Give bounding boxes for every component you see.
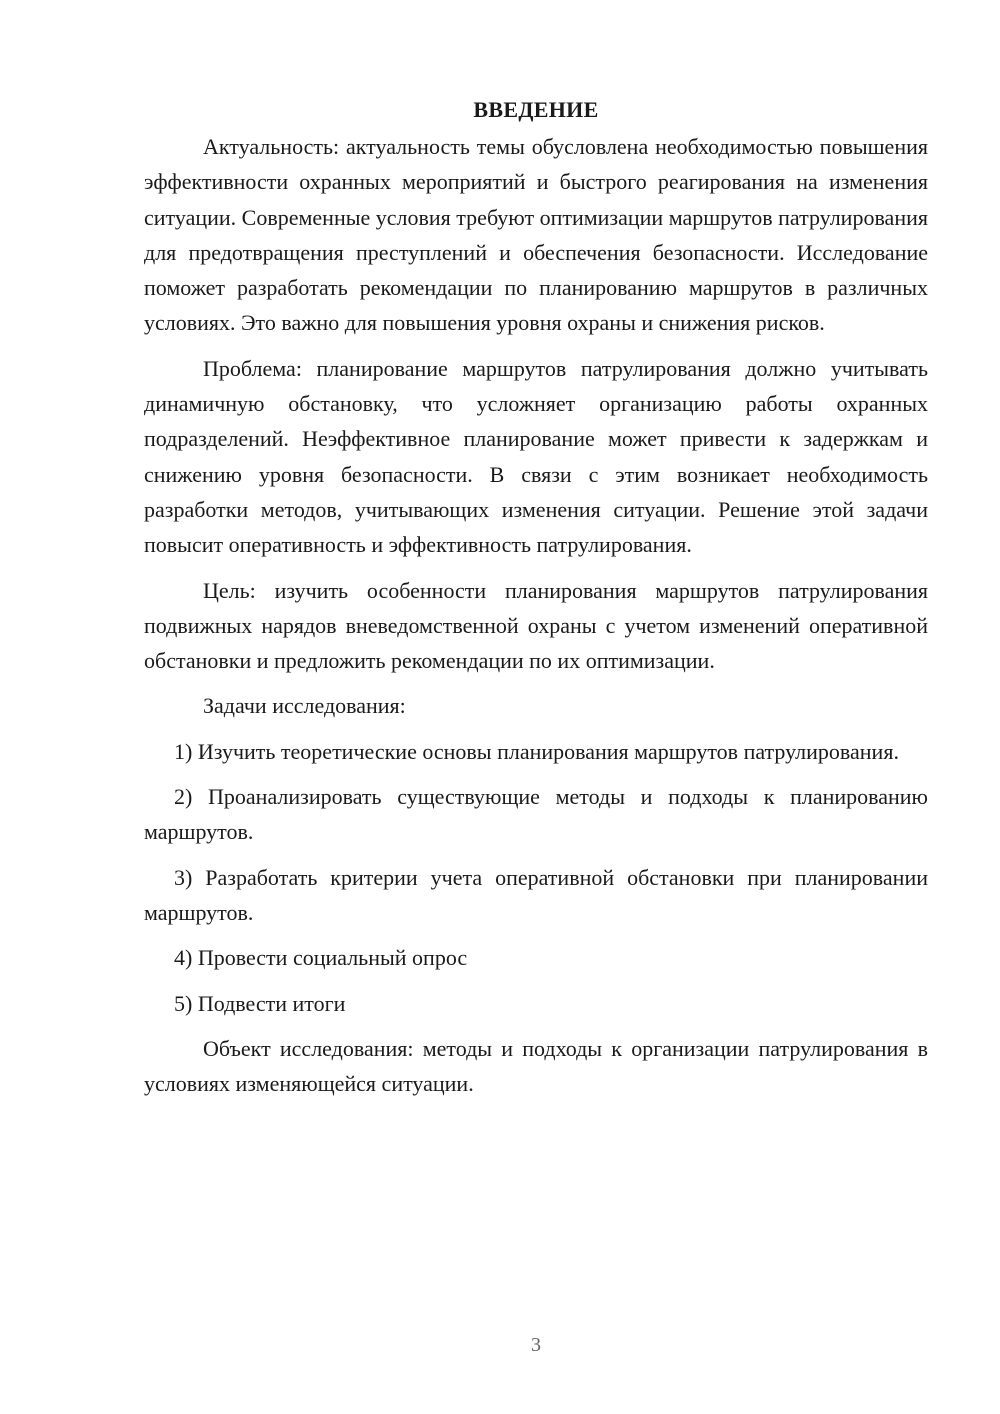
task-item-4: 4) Провести социальный опрос [174, 945, 468, 971]
task-item-1: 1) Изучить теоретические основы планирования маршрутов патрулирования. [174, 738, 899, 764]
document-heading: ВВЕДЕНИЕ [473, 97, 599, 122]
paragraph-goal: Цель: изучить особенности планирования маршрутов патрулирования подвижных нарядов вневедомственной охраны с учетом изменений оперативной обстановки и предложить рекомендации по их оптимизации. [144, 577, 928, 674]
paragraph-object: Объект исследования: методы и подходы к организации патрулирования в условиях изменяющейся ситуации. [144, 1035, 928, 1097]
document-page [144, 92, 928, 1111]
paragraph-tasks-intro: Задачи исследования: [203, 693, 406, 719]
task-item-2: 2) Проанализировать существующие методы и подходы к планированию маршрутов. [144, 784, 928, 845]
task-item-5: 5) Подвести итоги [174, 990, 346, 1016]
page-number: 3 [531, 1334, 541, 1356]
paragraph-relevance: Актуальность: актуальность темы обусловлена необходимостью повышения эффективности охранных мероприятий и быстрого реагирования на изменения ситуации. Современные условия требуют оптимизации маршрутов патрулирования для предотвращения преступлений и обеспечения безопасности. Исследование поможет разработать рекомендации по планированию маршрутов в различных условиях. Это важно для повышения уровня охраны и снижения рисков. [144, 134, 928, 336]
paragraph-problem: Проблема: планирование маршрутов патрулирования должно учитывать динамичную обстановку, что усложняет организацию работы охранных подразделений. Неэффективное планирование может привести к задержкам и снижению уровня безопасности. В связи с этим возникает необходимость разработки методов, учитывающих изменения ситуации. Решение этой задачи повысит оперативность и эффективность патрулирования. [144, 355, 928, 558]
task-item-3: 3) Разработать критерии учета оперативной обстановки при планировании маршрутов. [144, 864, 928, 925]
